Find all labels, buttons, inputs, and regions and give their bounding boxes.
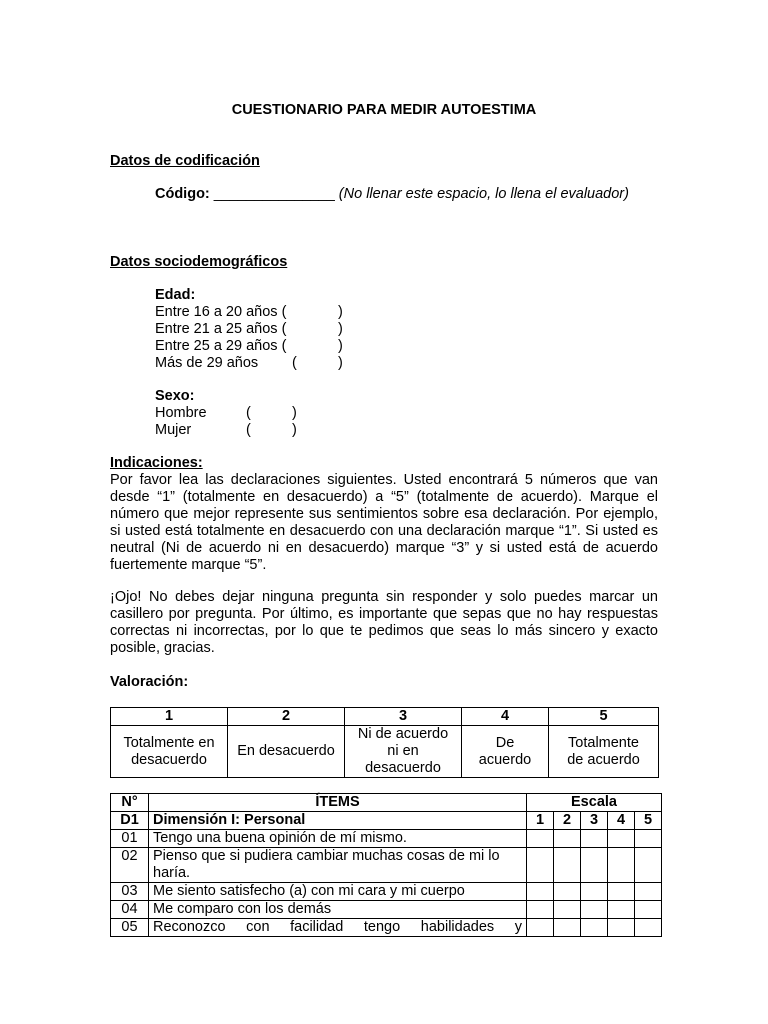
item-text: Reconozco con facilidad tengo habilidades y — [149, 919, 527, 937]
col-items-header: ÍTEMS — [149, 794, 527, 812]
instructions-heading: Indicaciones: — [110, 455, 203, 471]
age-option — [155, 338, 286, 355]
answer-cell[interactable] — [554, 883, 581, 901]
answer-cell[interactable] — [527, 848, 554, 883]
item-text: Pienso que si pudiera cambiar muchas cosas de mi lo haría. — [149, 848, 527, 883]
scale-value: 1 — [527, 812, 554, 830]
item-text: Me comparo con los demás — [149, 901, 527, 919]
table-row — [111, 830, 662, 848]
answer-cell[interactable] — [581, 901, 608, 919]
answer-cell[interactable] — [554, 830, 581, 848]
answer-cell[interactable] — [527, 901, 554, 919]
scale-value: 3 — [581, 812, 608, 830]
answer-cell[interactable] — [527, 919, 554, 937]
scale-label-row — [111, 726, 659, 778]
answer-cell[interactable] — [581, 919, 608, 937]
scale-value: 2 — [554, 812, 581, 830]
age-option-label: Entre 25 a 29 años ( — [155, 338, 287, 354]
open-paren: ( — [292, 355, 297, 371]
sex-option: Mujer — [155, 422, 192, 438]
answer-cell[interactable] — [527, 830, 554, 848]
age-option — [155, 355, 258, 372]
answer-cell[interactable] — [527, 883, 554, 901]
scale-number: 5 — [549, 708, 659, 726]
instructions-paragraph: ¡Ojo! No debes dejar ninguna pregunta sin responder y solo puedes marcar un casillero por pregunta. Por último, es importante que sepas que no hay respuestas correctas ni incorrectas, por lo que te pedimos que seas lo más sincero y exacto posible, gracias. — [110, 589, 658, 656]
answer-cell[interactable] — [608, 883, 635, 901]
item-text: Tengo una buena opinión de mí mismo. — [149, 830, 527, 848]
valuation-heading: Valoración: — [110, 674, 189, 690]
close-paren: ) — [292, 422, 297, 438]
age-option-label: Entre 16 a 20 años ( — [155, 304, 287, 320]
answer-cell[interactable] — [554, 901, 581, 919]
close-paren: ) — [338, 355, 343, 371]
item-number: 04 — [111, 901, 149, 919]
scale-value: 4 — [608, 812, 635, 830]
age-option-label: Más de 29 años — [155, 355, 259, 371]
dimension-name: Dimensión I: Personal — [149, 812, 527, 830]
item-text: Me siento satisfecho (a) con mi cara y mi cuerpo — [149, 883, 527, 901]
dimension-row — [111, 812, 662, 830]
instructions-paragraph: Por favor lea las declaraciones siguientes. Usted encontrará 5 números que van desde “1” (totalmente en desacuerdo) a “5” (totalmente de acuerdo). Marque el número que mejor represente sus sentimientos sobre esa declaración. Por ejemplo, si usted está totalmente en desacuerdo con una declaración marque “1”. Si usted es neutral (Ni de acuerdo ni en desacuerdo) marque “3” y si usted está de acuerdo fuertemente marque “5”. — [110, 472, 658, 573]
close-paren: ) — [292, 405, 297, 421]
answer-cell[interactable] — [635, 848, 662, 883]
answer-cell[interactable] — [608, 848, 635, 883]
answer-cell[interactable] — [581, 848, 608, 883]
answer-cell[interactable] — [581, 883, 608, 901]
answer-cell[interactable] — [635, 830, 662, 848]
scale-label: Totalmente en desacuerdo — [111, 726, 228, 778]
table-row — [111, 919, 662, 937]
close-paren: ) — [338, 304, 343, 320]
close-paren: ) — [338, 338, 343, 354]
item-number: 05 — [111, 919, 149, 937]
table-row — [111, 883, 662, 901]
items-table — [110, 793, 662, 937]
age-option — [155, 304, 286, 321]
scale-number: 1 — [111, 708, 228, 726]
sex-label: Sexo: — [155, 388, 195, 404]
col-number-header: N° — [111, 794, 149, 812]
document-title: CUESTIONARIO PARA MEDIR AUTOESTIMA — [231, 102, 537, 118]
answer-cell[interactable] — [635, 883, 662, 901]
coding-heading: Datos de codificación — [110, 153, 260, 169]
answer-cell[interactable] — [581, 830, 608, 848]
open-paren: ( — [246, 422, 251, 438]
code-note: (No llenar este espacio, lo llena el evaluador) — [338, 186, 629, 202]
table-row — [111, 901, 662, 919]
items-header-row — [111, 794, 662, 812]
scale-number-row — [111, 708, 659, 726]
scale-number: 2 — [228, 708, 345, 726]
scale-number: 4 — [462, 708, 549, 726]
scale-number: 3 — [345, 708, 462, 726]
open-paren: ( — [246, 405, 251, 421]
scale-label: En desacuerdo — [228, 726, 345, 778]
answer-cell[interactable] — [608, 830, 635, 848]
item-number: 03 — [111, 883, 149, 901]
table-row — [111, 848, 662, 883]
answer-cell[interactable] — [554, 848, 581, 883]
answer-cell[interactable] — [608, 901, 635, 919]
code-line — [155, 186, 629, 203]
code-blank: _______________ — [213, 186, 335, 202]
item-number: 02 — [111, 848, 149, 883]
scale-value: 5 — [635, 812, 662, 830]
socio-heading: Datos sociodemográficos — [110, 254, 288, 270]
scale-label: De acuerdo — [462, 726, 549, 778]
code-label: Código: — [155, 186, 210, 202]
age-option — [155, 321, 286, 338]
answer-cell[interactable] — [608, 919, 635, 937]
sex-option: Hombre — [155, 405, 207, 421]
close-paren: ) — [338, 321, 343, 337]
dimension-code: D1 — [111, 812, 149, 830]
valuation-scale-table — [110, 707, 659, 778]
scale-label: Totalmente de acuerdo — [549, 726, 659, 778]
answer-cell[interactable] — [635, 901, 662, 919]
answer-cell[interactable] — [554, 919, 581, 937]
scale-label: Ni de acuerdo ni en desacuerdo — [345, 726, 462, 778]
col-scale-header: Escala — [527, 794, 662, 812]
answer-cell[interactable] — [635, 919, 662, 937]
item-number: 01 — [111, 830, 149, 848]
age-label: Edad: — [155, 287, 196, 303]
age-option-label: Entre 21 a 25 años ( — [155, 321, 287, 337]
